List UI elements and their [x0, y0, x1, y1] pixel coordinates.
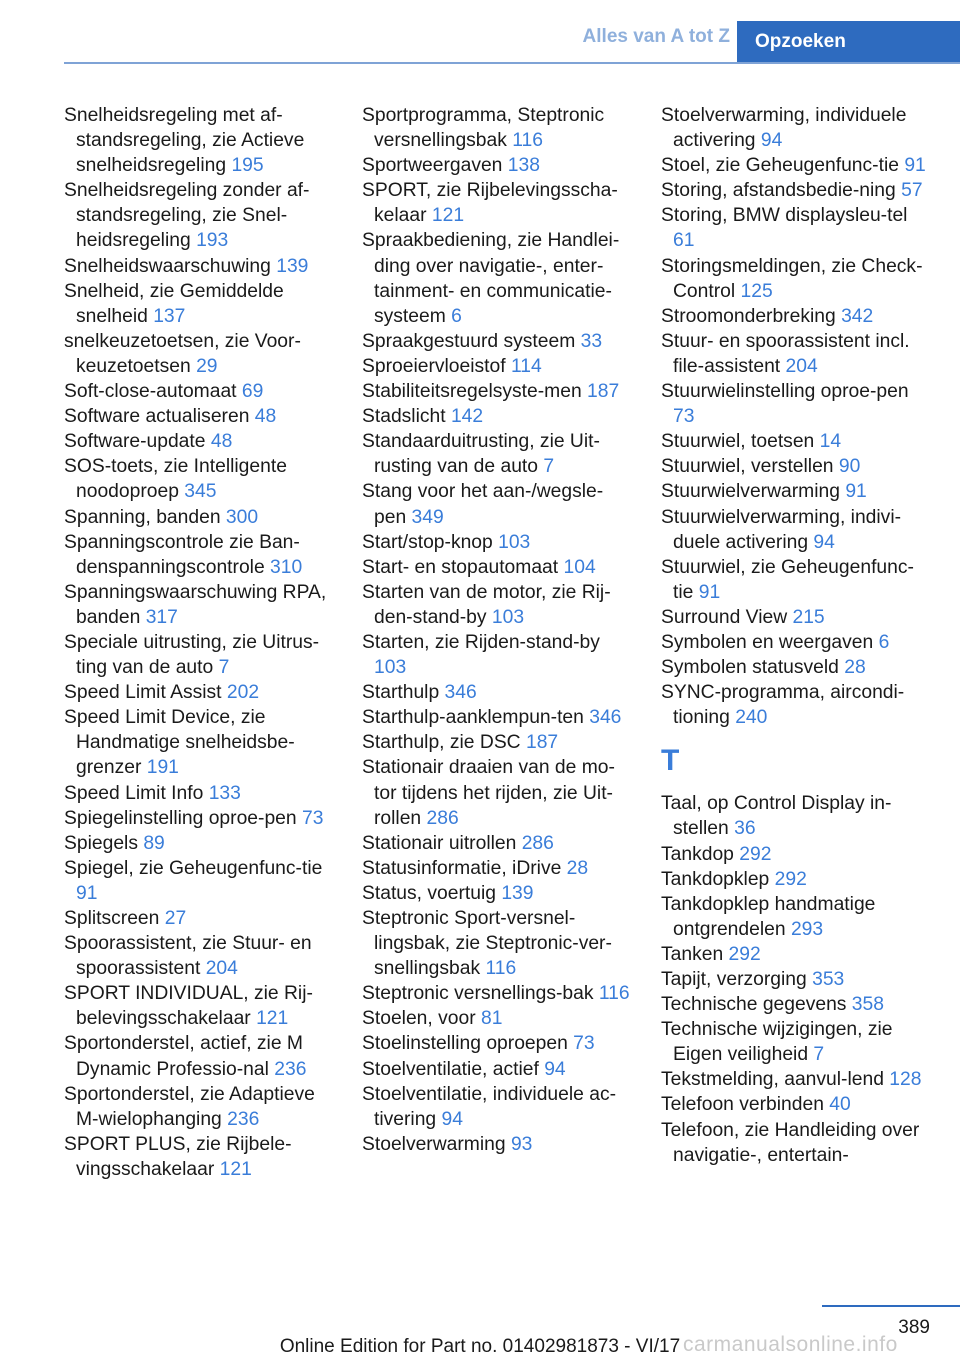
index-entry — [64, 530, 332, 580]
page-reference-link[interactable]: 236 — [274, 1058, 307, 1080]
page-number: 389 — [898, 1317, 930, 1338]
index-entry — [362, 856, 630, 881]
page-reference-link[interactable]: 89 — [143, 832, 165, 854]
index-entry — [362, 1057, 630, 1082]
page-reference-link[interactable]: 103 — [491, 606, 525, 628]
entry-text: Stationair uitrollen — [362, 832, 522, 854]
index-entry — [362, 555, 630, 580]
index-entry — [661, 1118, 931, 1168]
index-entry — [661, 479, 931, 504]
entry-text: Stoelverwarming, individuele activering — [661, 105, 907, 152]
page-reference-link[interactable]: 187 — [525, 732, 559, 754]
entry-text: SPORT PLUS, zie Rijbele-vingsschakelaar — [64, 1133, 292, 1180]
index-entry — [661, 379, 931, 429]
index-entry — [64, 254, 332, 279]
entry-text: Stoelverwarming — [362, 1133, 511, 1155]
index-entry — [661, 680, 931, 730]
entry-text: Snelheidsregeling met af-standsregeling, zie Actieve snelheidsregeling — [64, 105, 305, 177]
entry-text: Stuurwielverwarming — [661, 481, 846, 503]
page-reference-link[interactable]: 121 — [431, 205, 465, 227]
entry-text: Stationair draaien van de mo-tor tijdens het rijden, zie Uit-rollen — [362, 757, 615, 829]
page-reference-link[interactable]: 142 — [450, 406, 484, 428]
index-entry — [661, 967, 931, 992]
page-reference-link[interactable]: 48 — [254, 406, 277, 428]
page-reference-link[interactable]: 7 — [813, 1044, 825, 1066]
entry-text: Speed Limit Device, zie Handmatige snelheidsbe-grenzer — [64, 707, 295, 779]
index-entry — [64, 379, 332, 404]
entry-text: Sportonderstel, actief, zie M Dynamic Professio-nal — [64, 1033, 303, 1080]
page-reference-link[interactable]: 69 — [241, 381, 264, 403]
entry-text: Storing, BMW displaysleu-tel — [661, 205, 908, 227]
page-reference-link[interactable]: 91 — [904, 155, 926, 177]
entry-text: Spanning, banden — [64, 506, 226, 528]
index-entry — [64, 680, 332, 705]
entry-text: Stuurwielverwarming, indivi-duele activering — [661, 506, 902, 553]
entry-text: SYNC-programma, aircondi-tioning — [661, 682, 905, 729]
page-reference-link[interactable]: 94 — [813, 531, 835, 553]
page-reference-link[interactable]: 116 — [512, 130, 544, 152]
index-column-2 — [362, 103, 630, 1157]
page-reference-link[interactable]: 91 — [76, 882, 98, 904]
entry-text: Speed Limit Assist — [64, 682, 227, 704]
entry-text: Storingsmeldingen, zie Check-Control — [661, 255, 923, 302]
page-reference-link[interactable]: 28 — [566, 857, 589, 879]
entry-text: Taal, op Control Display in-stellen — [661, 793, 892, 840]
entry-text: Starthulp, zie DSC — [362, 732, 526, 754]
index-entry — [661, 454, 931, 479]
index-entry — [661, 329, 931, 379]
page-reference-link[interactable]: 292 — [728, 943, 761, 965]
index-entry — [64, 279, 332, 329]
letter-heading: T — [661, 744, 680, 778]
page-reference-link[interactable]: 104 — [563, 556, 596, 578]
page-reference-link[interactable]: 7 — [543, 456, 555, 478]
page-reference-link[interactable]: 300 — [225, 506, 259, 528]
entry-text: Stuurwielinstelling oproe-pen — [661, 381, 909, 403]
page-reference-link[interactable]: 6 — [451, 305, 462, 327]
entry-text: Symbolen statusveld — [661, 657, 845, 679]
index-entry — [64, 1082, 332, 1132]
entry-text: Technische wijzigingen, zie Eigen veiligheid — [661, 1019, 893, 1066]
entry-text: Technische gegevens — [661, 994, 852, 1016]
index-entry — [362, 228, 630, 328]
index-entry — [661, 655, 931, 680]
index-entry — [64, 404, 332, 429]
entry-text: SPORT, zie Rijbelevingsscha-kelaar — [362, 180, 618, 227]
index-entry — [64, 630, 332, 680]
index-entry — [64, 1132, 332, 1182]
page-reference-link[interactable]: 346 — [589, 707, 622, 729]
page-reference-link[interactable]: 286 — [521, 832, 554, 854]
page-reference-link[interactable]: 33 — [580, 330, 603, 352]
page-reference-link[interactable]: 292 — [739, 843, 772, 865]
entry-text: Spraakbediening, zie Handlei-ding over navigatie-, enter-tainment- en communicatie-systeem — [362, 230, 620, 327]
page-reference-link[interactable]: 91 — [698, 581, 721, 603]
page-reference-link[interactable]: 121 — [256, 1008, 289, 1030]
index-entry — [661, 1092, 931, 1117]
index-entry — [661, 254, 931, 304]
entry-text: Telefoon verbinden — [661, 1094, 830, 1116]
index-entry — [362, 429, 630, 479]
page-reference-link[interactable]: 293 — [790, 918, 824, 940]
page-reference-link[interactable]: 215 — [792, 606, 825, 628]
entry-text: Statusinformatie, iDrive — [362, 857, 567, 879]
entry-text: Spiegelinstelling oproe-pen — [64, 807, 302, 829]
index-entry — [362, 379, 630, 404]
index-entry — [362, 831, 630, 856]
index-entry — [661, 791, 931, 841]
entry-text: snelkeuzetoetsen, zie Voor-keuzetoetsen — [64, 330, 301, 377]
page-reference-link[interactable]: 342 — [841, 305, 874, 327]
footer-divider — [822, 1305, 960, 1307]
index-entry — [362, 730, 630, 755]
index-entry — [661, 1017, 931, 1067]
entry-text: Symbolen en weergaven — [661, 631, 879, 653]
entry-text: Stroomonderbreking — [661, 305, 842, 327]
entry-text: Snelheidswaarschuwing — [64, 255, 277, 277]
index-entry — [362, 755, 630, 830]
entry-text: Sportprogramma, Steptronic versnellingsbak — [362, 105, 605, 152]
index-group-s — [661, 103, 931, 730]
entry-text: Spiegel, zie Geheugenfunc-tie — [64, 857, 323, 879]
index-entry — [661, 842, 931, 867]
entry-text: Stoelventilatie, actief — [362, 1058, 545, 1080]
index-entry — [661, 992, 931, 1017]
page-reference-link[interactable]: 128 — [889, 1069, 922, 1091]
page-reference-link[interactable]: 103 — [498, 531, 531, 553]
index-entry — [362, 1132, 630, 1157]
index-entry — [362, 178, 630, 228]
entry-text: Sportweergaven — [362, 155, 508, 177]
index-entry — [64, 856, 332, 906]
index-column-1 — [64, 103, 332, 1182]
index-entry — [64, 781, 332, 806]
index-entry — [661, 630, 931, 655]
header-divider — [64, 62, 960, 64]
index-entry — [362, 580, 630, 630]
index-entry — [362, 906, 630, 981]
index-entry — [661, 892, 931, 942]
index-entry — [64, 454, 332, 504]
index-entry — [362, 404, 630, 429]
index-entry — [362, 479, 630, 529]
entry-text: Speciale uitrusting, zie Uitrus-ting van de auto — [64, 631, 320, 679]
index-entry — [661, 153, 931, 178]
index-entry — [64, 505, 332, 530]
index-entry — [64, 1031, 332, 1081]
index-entry — [362, 680, 630, 705]
entry-text: Telefoon, zie Handleiding over navigatie-, entertain- — [661, 1119, 920, 1166]
entry-text: Stuurwiel, zie Geheugenfunc-tie — [661, 556, 914, 603]
page-reference-link[interactable]: 28 — [844, 657, 866, 679]
entry-text: Start- en stopautomaat — [362, 556, 564, 578]
entry-text: Starthulp-aanklempun-ten — [362, 707, 590, 729]
entry-text: Tankdopklep — [661, 868, 775, 890]
page-reference-link[interactable]: 193 — [196, 230, 229, 252]
entry-text: Stuur- en spoorassistent incl. file-assistent — [661, 330, 910, 377]
entry-text: Stadslicht — [362, 406, 451, 428]
page-reference-link[interactable]: 121 — [219, 1158, 252, 1180]
index-entry — [64, 931, 332, 981]
entry-text: Start/stop-knop — [362, 531, 499, 553]
entry-text: SPORT INDIVIDUAL, zie Rij-belevingsschakelaar — [64, 983, 313, 1030]
index-entry — [64, 429, 332, 454]
page-reference-link[interactable]: 240 — [735, 707, 768, 729]
tab-opzoeken[interactable] — [737, 21, 960, 63]
entry-text: Surround View — [661, 606, 793, 628]
page-reference-link[interactable]: 73 — [573, 1033, 595, 1055]
entry-text: Splitscreen — [64, 908, 165, 929]
entry-text: Standaarduitrusting, zie Uit-rusting van de auto — [362, 431, 600, 478]
page-reference-link[interactable]: 36 — [734, 818, 756, 840]
index-entry — [362, 1006, 630, 1031]
page-reference-link[interactable]: 310 — [270, 556, 303, 578]
page-reference-link[interactable]: 133 — [208, 782, 241, 804]
entry-text: Stuurwiel, toetsen — [661, 431, 820, 453]
page-reference-link[interactable]: 346 — [444, 682, 477, 704]
entry-text: Status, voertuig — [362, 882, 502, 904]
entry-text: Sportonderstel, zie Adaptieve M-wielophanging — [64, 1083, 315, 1130]
index-entry — [661, 429, 931, 454]
page-reference-link[interactable]: 204 — [785, 355, 818, 377]
index-column-3 — [661, 103, 931, 1168]
index-entry — [362, 153, 630, 178]
page-reference-link[interactable]: 90 — [838, 456, 861, 478]
index-entry — [64, 831, 332, 856]
entry-text: Tankdop — [661, 843, 740, 865]
index-entry — [64, 906, 332, 931]
entry-text: Stoelen, voor — [362, 1008, 481, 1030]
entry-text: Stuurwiel, verstellen — [661, 456, 839, 478]
tab-label: Opzoeken — [755, 31, 846, 52]
entry-text: Software-update — [64, 431, 211, 453]
page-reference-link[interactable]: 353 — [812, 969, 845, 990]
entry-text: Stoel, zie Geheugenfunc-tie — [661, 155, 905, 177]
page-reference-link[interactable]: 7 — [218, 657, 230, 679]
page-reference-link[interactable]: 204 — [205, 958, 238, 980]
index-entry — [362, 354, 630, 379]
entry-text: Stoelinstelling oproepen — [362, 1033, 574, 1055]
index-entry — [362, 103, 630, 153]
index-entry — [64, 705, 332, 780]
page-reference-link[interactable]: 202 — [226, 682, 260, 704]
entry-text: Stang voor het aan-/wegsle-pen — [362, 481, 604, 528]
section-title: Alles van A tot Z — [582, 26, 730, 47]
index-entry — [661, 203, 931, 253]
index-entry — [661, 103, 931, 153]
entry-text: Tankdopklep handmatige ontgrendelen — [661, 893, 876, 940]
index-entry — [64, 103, 332, 178]
page-reference-link[interactable]: 40 — [829, 1094, 851, 1116]
entry-text: Soft-close-automaat — [64, 381, 242, 403]
index-entry — [661, 867, 931, 892]
entry-text: Speed Limit Info — [64, 782, 209, 804]
index-entry — [362, 329, 630, 354]
entry-text: Snelheidsregeling zonder af-standsregeling, zie Snel-heidsregeling — [64, 180, 310, 252]
index-entry — [661, 304, 931, 329]
page-reference-link[interactable]: 286 — [426, 807, 459, 829]
entry-text: Steptronic Sport-versnel-lingsbak, zie Steptronic-ver-snellingsbak — [362, 908, 612, 980]
page-reference-link[interactable]: 139 — [501, 882, 534, 904]
page-reference-link[interactable]: 91 — [845, 481, 867, 503]
page-reference-link[interactable]: 236 — [227, 1108, 260, 1130]
index-entry — [64, 580, 332, 630]
entry-text: Spiegels — [64, 832, 144, 854]
entry-text: Starthulp — [362, 682, 445, 704]
page-reference-link[interactable]: 317 — [145, 606, 178, 628]
page-reference-link[interactable]: 29 — [196, 355, 218, 377]
index-entry — [661, 178, 931, 203]
entry-text: Stabiliteitsregelsyste-men — [362, 381, 588, 403]
page-reference-link[interactable]: 57 — [901, 180, 923, 202]
index-entry — [362, 630, 630, 680]
page-reference-link[interactable]: 139 — [276, 255, 309, 277]
entry-text: Stoelventilatie, individuele ac-tivering — [362, 1083, 617, 1130]
page-reference-link[interactable]: 125 — [740, 280, 773, 302]
entry-text: Tapijt, verzorging — [661, 969, 813, 990]
index-entry — [661, 505, 931, 555]
index-entry — [661, 1067, 931, 1092]
index-entry — [64, 981, 332, 1031]
index-entry — [362, 881, 630, 906]
entry-text: Starten van de motor, zie Rij-den-stand-by — [362, 581, 611, 628]
entry-text: Spoorassistent, zie Stuur- en spoorassistent — [64, 933, 312, 980]
index-entry — [661, 942, 931, 967]
index-entry — [64, 178, 332, 253]
page-reference-link[interactable]: 137 — [153, 305, 186, 327]
index-entry — [64, 806, 332, 831]
index-entry — [362, 1031, 630, 1056]
page-reference-link[interactable]: 292 — [774, 868, 807, 890]
page-reference-link[interactable]: 114 — [510, 355, 542, 377]
page-reference-link[interactable]: 116 — [485, 958, 517, 980]
page-reference-link[interactable]: 116 — [598, 983, 630, 1005]
entry-text: Spraakgestuurd systeem — [362, 330, 581, 352]
page-reference-link[interactable]: 73 — [673, 406, 695, 428]
index-entry — [64, 329, 332, 379]
entry-text: Storing, afstandsbedie-ning — [661, 180, 902, 202]
entry-text: Spanningscontrole zie Ban-denspanningscontrole — [64, 531, 300, 578]
page-reference-link[interactable]: 94 — [544, 1058, 566, 1080]
page-reference-link[interactable]: 187 — [587, 381, 620, 403]
entry-text: SOS-toets, zie Intelligente noodoproep — [64, 456, 287, 503]
entry-text: Tanken — [661, 943, 729, 965]
page-reference-link[interactable]: 358 — [851, 994, 884, 1016]
page-reference-link[interactable]: 93 — [510, 1133, 533, 1155]
page-reference-link[interactable]: 73 — [301, 807, 324, 829]
page-reference-link[interactable]: 94 — [441, 1108, 463, 1130]
index-group-t — [661, 791, 931, 1167]
entry-text: Starten, zie Rijden-stand-by — [362, 631, 600, 653]
page-reference-link[interactable]: 6 — [878, 631, 890, 653]
page-reference-link[interactable]: 138 — [507, 155, 540, 177]
entry-text: Sproeiervloeistof — [362, 355, 511, 377]
entry-text: Spanningswaarschuwing RPA, banden — [64, 581, 327, 628]
page-reference-link[interactable]: 94 — [760, 130, 783, 152]
index-entry — [362, 705, 630, 730]
entry-text: Snelheid, zie Gemiddelde snelheid — [64, 280, 284, 327]
page-reference-link[interactable]: 14 — [819, 431, 842, 453]
page-reference-link[interactable]: 191 — [146, 757, 179, 779]
page-reference-link[interactable]: 81 — [480, 1008, 503, 1030]
entry-text: Software actualiseren — [64, 406, 255, 428]
page-reference-link[interactable]: 103 — [374, 657, 407, 679]
page-reference-link[interactable]: 349 — [411, 506, 444, 528]
entry-text: Steptronic versnellings-bak — [362, 983, 599, 1005]
index-entry — [362, 530, 630, 555]
index-entry — [362, 1082, 630, 1132]
page-reference-link[interactable]: 61 — [673, 230, 695, 252]
index-entry — [362, 981, 630, 1006]
watermark: carmanualsonline.info — [683, 1333, 898, 1356]
page-reference-link[interactable]: 195 — [231, 155, 264, 177]
index-entry — [661, 555, 931, 605]
page-reference-link[interactable]: 345 — [184, 481, 217, 503]
entry-text: Tekstmelding, aanvul-lend — [661, 1069, 890, 1091]
page-reference-link[interactable]: 27 — [164, 908, 187, 929]
edition-line: Online Edition for Part no. 01402981873 - VI/17 — [279, 1336, 681, 1357]
page-reference-link[interactable]: 48 — [210, 431, 233, 453]
index-entry — [661, 605, 931, 630]
